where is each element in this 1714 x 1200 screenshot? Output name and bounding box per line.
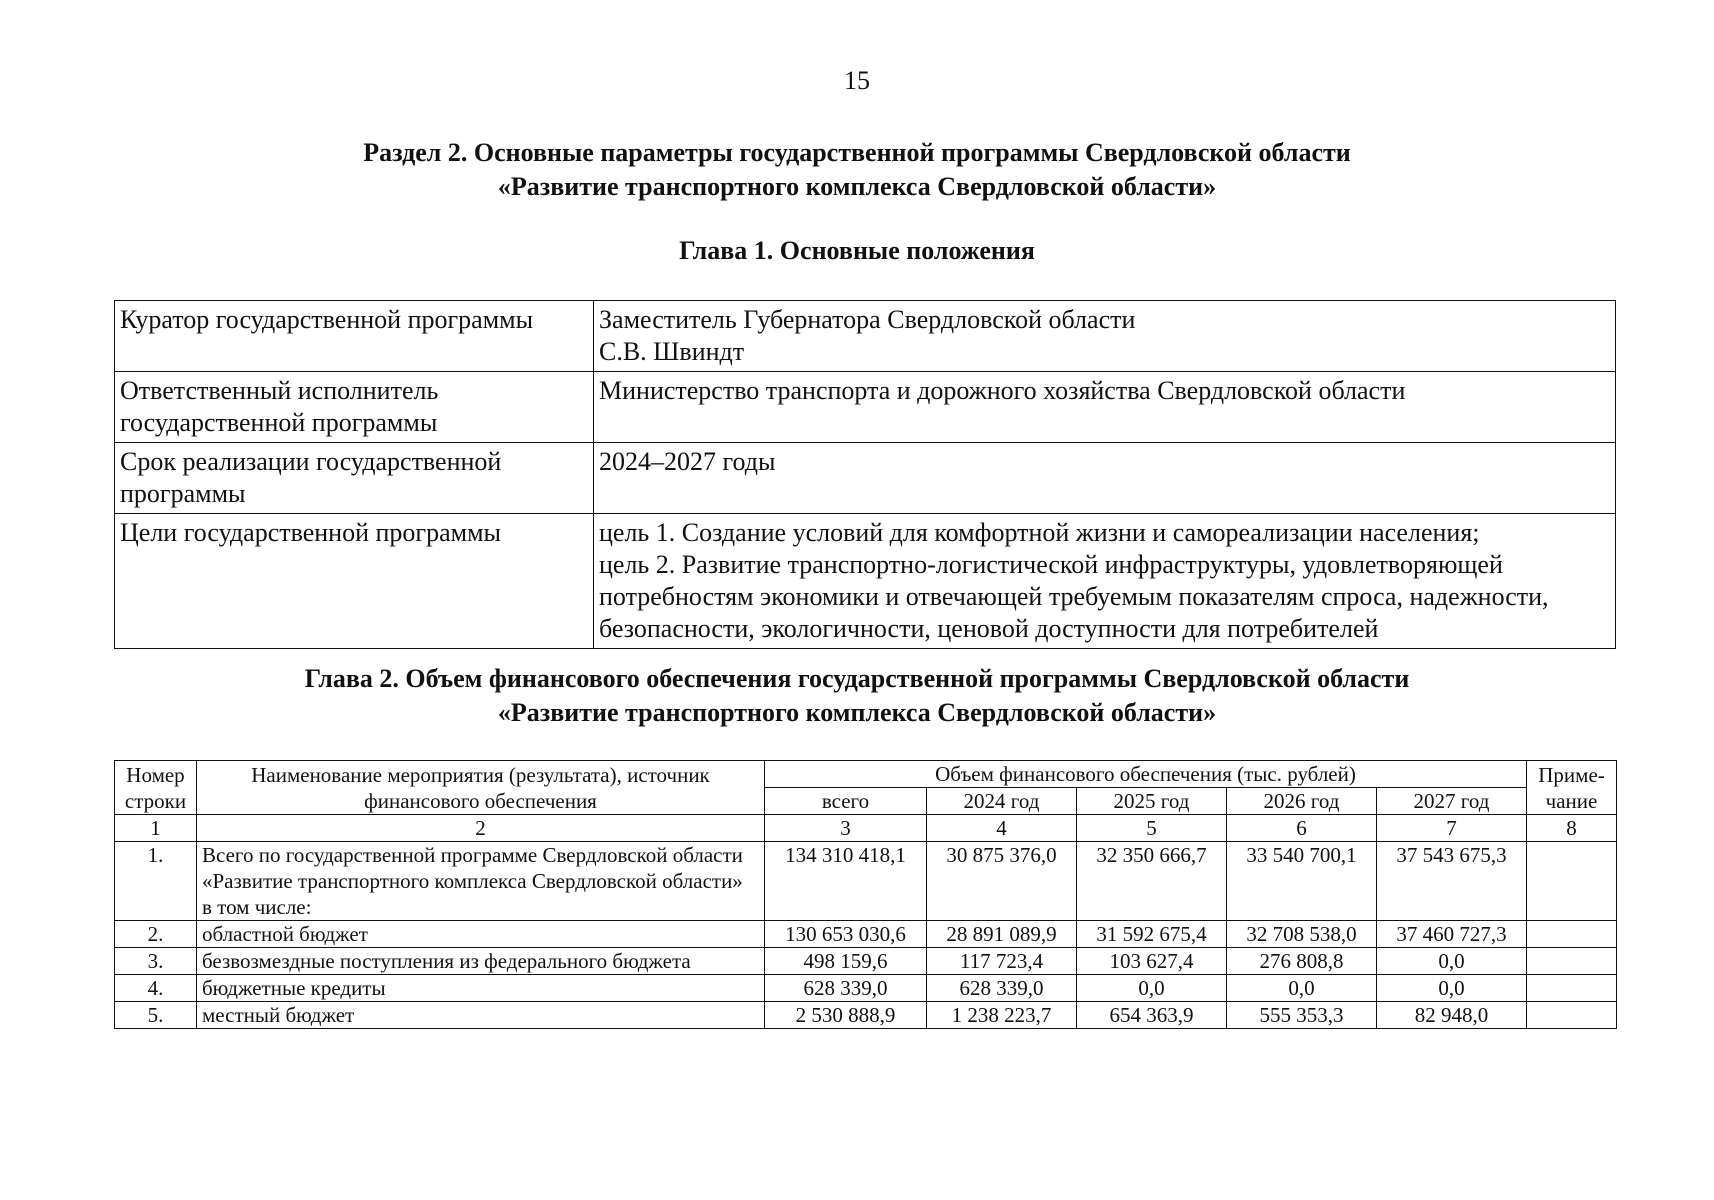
row-number: 2.	[115, 921, 197, 948]
column-index: 7	[1377, 815, 1527, 842]
cell-2027: 37 543 675,3	[1377, 842, 1527, 921]
cell-2026: 32 708 538,0	[1227, 921, 1377, 948]
table-row	[115, 372, 1616, 443]
cell-2026: 555 353,3	[1227, 1002, 1377, 1029]
row-name: бюджетные кредиты	[197, 975, 765, 1002]
cell-2026: 276 808,8	[1227, 948, 1377, 975]
row-name	[197, 842, 765, 921]
cell-total: 130 653 030,6	[765, 921, 927, 948]
param-value-curator	[594, 301, 1616, 372]
param-value-line: С.В. Швиндт	[599, 337, 745, 366]
table-row	[115, 948, 1617, 975]
param-value-line: 2024–2027 годы	[599, 447, 776, 476]
header-2025: 2025 год	[1077, 788, 1227, 815]
cell-2025: 103 627,4	[1077, 948, 1227, 975]
header-volume: Объем финансового обеспечения (тыс. рублей)	[765, 761, 1527, 788]
chapter2-title	[150, 662, 1564, 730]
row-name-text: Всего по государственной программе Свердловской области «Развитие транспортного комплекса Свердловской области»	[202, 843, 743, 893]
section-title	[200, 136, 1514, 204]
row-number: 4.	[115, 975, 197, 1002]
cell-note	[1527, 842, 1617, 921]
cell-note	[1527, 975, 1617, 1002]
table-header-row	[115, 761, 1617, 788]
param-label-period: Срок реализации государственной программы	[115, 443, 594, 514]
cell-2026: 0,0	[1227, 975, 1377, 1002]
header-2026: 2026 год	[1227, 788, 1377, 815]
chapter2-title-line2: «Развитие транспортного комплекса Свердловской области»	[497, 698, 1217, 727]
table-row	[115, 975, 1617, 1002]
table-row	[115, 443, 1616, 514]
section-title-line2: «Развитие транспортного комплекса Свердловской области»	[497, 172, 1217, 201]
header-2024: 2024 год	[927, 788, 1077, 815]
row-name: безвозмездные поступления из федерального бюджета	[197, 948, 765, 975]
chapter2-title-line1: Глава 2. Объем финансового обеспечения государственной программы Свердловской области	[304, 664, 1410, 693]
column-index-row	[115, 815, 1617, 842]
cell-2027: 82 948,0	[1377, 1002, 1527, 1029]
row-name: местный бюджет	[197, 1002, 765, 1029]
param-label-executor: Ответственный исполнитель государственной программы	[115, 372, 594, 443]
cell-total: 2 530 888,9	[765, 1002, 927, 1029]
cell-note	[1527, 921, 1617, 948]
cell-2025: 31 592 675,4	[1077, 921, 1227, 948]
header-note: Приме-чание	[1527, 761, 1617, 815]
header-2027: 2027 год	[1377, 788, 1527, 815]
column-index: 6	[1227, 815, 1377, 842]
param-value-line: цель 2. Развитие транспортно-логистической инфраструктуры, удовлетворяющей потребностям экономики и отвечающей требуемым показателям спроса, надежности, безопасности, экологичности, ценовой доступности для потребителей	[599, 550, 1549, 643]
cell-2026: 33 540 700,1	[1227, 842, 1377, 921]
row-number: 3.	[115, 948, 197, 975]
table-row	[115, 1002, 1617, 1029]
financing-table	[114, 760, 1617, 1029]
cell-total: 628 339,0	[765, 975, 927, 1002]
cell-2025: 654 363,9	[1077, 1002, 1227, 1029]
cell-note	[1527, 1002, 1617, 1029]
param-value-goals	[594, 514, 1616, 649]
column-index: 1	[115, 815, 197, 842]
param-label-goals: Цели государственной программы	[115, 514, 594, 649]
cell-2027: 0,0	[1377, 948, 1527, 975]
cell-2024: 30 875 376,0	[927, 842, 1077, 921]
row-name: областной бюджет	[197, 921, 765, 948]
table-row	[115, 921, 1617, 948]
cell-2024: 628 339,0	[927, 975, 1077, 1002]
table-row	[115, 301, 1616, 372]
column-index: 8	[1527, 815, 1617, 842]
column-index: 2	[197, 815, 765, 842]
table-row	[115, 842, 1617, 921]
program-parameters-table	[114, 300, 1616, 649]
chapter1-title: Глава 1. Основные положения	[679, 236, 1035, 265]
cell-2027: 37 460 727,3	[1377, 921, 1527, 948]
row-number: 5.	[115, 1002, 197, 1029]
param-value-line: цель 1. Создание условий для комфортной жизни и самореализации населения;	[599, 518, 1480, 547]
cell-note	[1527, 948, 1617, 975]
param-value-line: Заместитель Губернатора Свердловской области	[599, 305, 1136, 334]
cell-2024: 1 238 223,7	[927, 1002, 1077, 1029]
cell-2027: 0,0	[1377, 975, 1527, 1002]
cell-2025: 0,0	[1077, 975, 1227, 1002]
header-total: всего	[765, 788, 927, 815]
page-number: 15	[844, 66, 870, 95]
cell-total: 498 159,6	[765, 948, 927, 975]
cell-2025: 32 350 666,7	[1077, 842, 1227, 921]
cell-2024: 117 723,4	[927, 948, 1077, 975]
cell-total: 134 310 418,1	[765, 842, 927, 921]
param-label-curator: Куратор государственной программы	[115, 301, 594, 372]
table-row	[115, 514, 1616, 649]
header-name: Наименование мероприятия (результата), источник финансового обеспечения	[197, 761, 765, 815]
header-row-number: Номер строки	[115, 761, 197, 815]
section-title-line1: Раздел 2. Основные параметры государственной программы Свердловской области	[363, 138, 1351, 167]
param-value-line: Министерство транспорта и дорожного хозяйства Свердловской области	[599, 376, 1406, 405]
column-index: 5	[1077, 815, 1227, 842]
column-index: 4	[927, 815, 1077, 842]
row-number: 1.	[115, 842, 197, 921]
row-name-extra: в том числе:	[202, 895, 312, 919]
param-value-period	[594, 443, 1616, 514]
column-index: 3	[765, 815, 927, 842]
param-value-executor	[594, 372, 1616, 443]
cell-2024: 28 891 089,9	[927, 921, 1077, 948]
